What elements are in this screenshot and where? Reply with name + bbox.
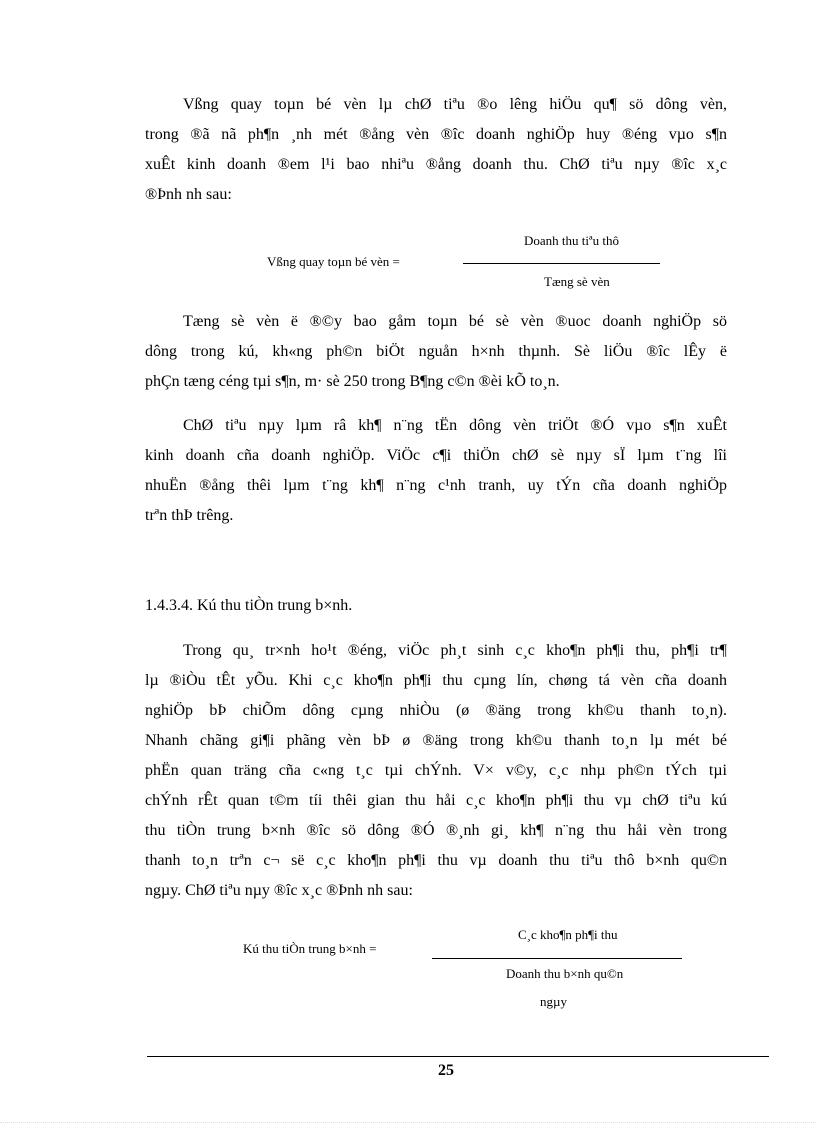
paragraph-3-line-4: trªn thÞ trêng. bbox=[145, 507, 234, 524]
paragraph-4-line-9: ngµy. ChØ tiªu nµy ®îc x¸c ®Þnh nh sau: bbox=[145, 882, 413, 899]
paragraph-3 bbox=[145, 411, 727, 531]
section-heading: 1.4.3.4. Kú thu tiÒn trung b×nh. bbox=[145, 597, 353, 614]
formula-1-denominator: Tæng sè vèn bbox=[544, 274, 610, 289]
footer-rule bbox=[147, 1056, 769, 1057]
paragraph-3-line-1: ChØ tiªu nµy lµm râ kh¶ n¨ng tËn dông vèn triÖt ®Ó vµo s¶n xuÊt bbox=[183, 417, 727, 434]
formula-1-fraction-bar bbox=[463, 263, 660, 264]
paragraph-4-line-6: chÝnh rÊt quan t©m tíi thêi gian thu håi c¸c kho¶n ph¶i thu vµ chØ tiªu kú bbox=[145, 792, 727, 809]
paragraph-4-line-3: nghiÖp bÞ chiÕm dông cµng nhiÒu (ø ®äng trong kh©u thanh to¸n). bbox=[145, 702, 727, 719]
page-number: 25 bbox=[438, 1062, 454, 1079]
paragraph-2-line-3: phÇn tæng céng tµi s¶n, m· sè 250 trong B¶ng c©n ®èi kÕ to¸n. bbox=[145, 373, 560, 390]
formula-2-label: Kú thu tiÒn trung b×nh = bbox=[243, 941, 377, 956]
paragraph-4-line-2: lµ ®iÒu tÊt yÕu. Khi c¸c kho¶n ph¶i thu cµng lín, chøng tá vèn cña doanh bbox=[145, 672, 727, 689]
paragraph-2 bbox=[145, 307, 727, 397]
paragraph-4-line-8: thanh to¸n trªn c¬ së c¸c kho¶n ph¶i thu vµ doanh thu tiªu thô b×nh qu©n bbox=[145, 852, 727, 869]
paragraph-4-line-7: thu tiÒn trung b×nh ®îc sö dông ®Ó ®¸nh gi¸ kh¶ n¨ng thu håi vèn trong bbox=[145, 822, 727, 839]
paragraph-4 bbox=[145, 636, 727, 906]
formula-2-numerator: C¸c kho¶n ph¶i thu bbox=[518, 927, 618, 942]
paragraph-4-line-1: Trong qu¸ tr×nh ho¹t ®éng, viÖc ph¸t sinh c¸c kho¶n ph¶i thu, ph¶i tr¶ bbox=[183, 642, 727, 659]
paragraph-1-line-2: trong ®ã nã ph¶n ¸nh mét ®ång vèn ®îc doanh nghiÖp huy ®éng vµo s¶n bbox=[145, 126, 727, 143]
paragraph-1-line-1: Vßng quay toµn bé vèn lµ chØ tiªu ®o lêng hiÖu qu¶ sö dông vèn, bbox=[183, 96, 727, 113]
formula-2-denominator-line-2: ngµy bbox=[540, 994, 567, 1009]
paragraph-1 bbox=[145, 90, 727, 210]
formula-2-denominator-line-1: Doanh thu b×nh qu©n bbox=[506, 966, 624, 981]
formula-1-label: Vßng quay toµn bé vèn = bbox=[267, 254, 400, 269]
paragraph-3-line-3: nhuËn ®ång thêi lµm t¨ng kh¶ n¨ng c¹nh tranh, uy tÝn cña doanh nghiÖp bbox=[145, 477, 727, 494]
paragraph-2-line-2: dông trong kú, kh«ng ph©n biÖt nguån h×nh thµnh. Sè liÖu ®îc lÊy ë bbox=[145, 343, 727, 360]
paragraph-4-line-4: Nhanh chãng gi¶i phãng vèn bÞ ø ®äng trong kh©u thanh to¸n lµ mét bé bbox=[145, 732, 727, 749]
formula-2-fraction-bar bbox=[432, 958, 682, 959]
paragraph-2-line-1: Tæng sè vèn ë ®©y bao gåm toµn bé sè vèn ®uoc doanh nghiÖp sö bbox=[183, 313, 727, 330]
paragraph-4-line-5: phËn quan träng cña c«ng t¸c tµi chÝnh. V× v©y, c¸c nhµ ph©n tÝch tµi bbox=[145, 762, 727, 779]
formula-1-numerator: Doanh thu tiªu thô bbox=[524, 233, 619, 248]
paragraph-1-line-3: xuÊt kinh doanh ®em l¹i bao nhiªu ®ång doanh thu. ChØ tiªu nµy ®îc x¸c bbox=[145, 156, 727, 173]
paragraph-3-line-2: kinh doanh cña doanh nghiÖp. ViÖc c¶i thiÖn chØ sè nµy sÏ lµm t¨ng lîi bbox=[145, 447, 727, 464]
paragraph-1-line-4: ®Þnh nh sau: bbox=[145, 186, 232, 203]
